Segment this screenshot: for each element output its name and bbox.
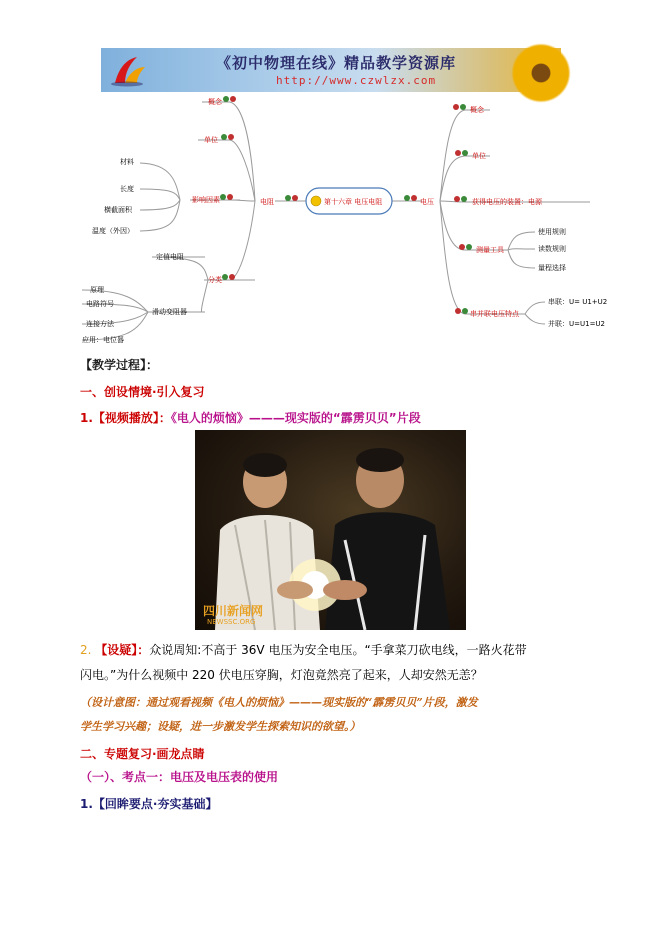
mindmap-fixed-resistor: 定值电阻 (156, 253, 184, 261)
mindmap-rheostat-connection: 连接方法 (86, 320, 114, 328)
video-prefix: 1.【视频播放】： (80, 411, 171, 425)
mindmap-factor-length: 长度 (120, 185, 134, 193)
question-line-1 (80, 641, 527, 658)
mindmap-branch-resistance: 电阻 (260, 198, 274, 206)
mindmap-right-feature: 串并联电压特点 (470, 310, 519, 318)
mindmap-left-concept: 概念 (208, 98, 222, 106)
mindmap-center: 第十六章 电压电阻 (324, 198, 383, 206)
video-title: 《电人的烦恼》———现实版的“霹雳贝贝”片段 (170, 411, 421, 425)
mindmap-factor-area: 横截面积 (104, 206, 132, 214)
photo-watermark: 四川新闻网 (203, 604, 264, 618)
mindmap-rheostat: 滑动变阻器 (152, 308, 187, 316)
mindmap-feature-parallel: 并联：U=U1=U2 (548, 320, 606, 328)
mindmap-right-tool: 测量工具 (476, 246, 504, 254)
video-still-photo (195, 430, 466, 630)
mindmap-factor-temperature: 温度（外因） (92, 227, 134, 235)
header-banner (101, 48, 561, 92)
design-intent-1: （设计意图：通过观看视频《电人的烦恼》———现实版的“霹雳贝贝”片段，激发 (80, 696, 478, 709)
mindmap-rheostat-symbol: 电路符号 (86, 300, 114, 308)
mindmap-right-concept: 概念 (470, 106, 484, 114)
mindmap-rheostat-principle: 原理 (90, 286, 104, 294)
question-text-2: 闪电。”为什么视频中 220 伏电压穿胸，灯泡竟然亮了起来，人却安然无恙？ (80, 668, 483, 682)
section-2-heading: 二、专题复习·画龙点睛 (80, 747, 205, 761)
mindmap-left-factors: 影响因素 (192, 196, 220, 204)
mindmap-feature-series: 串联：U= U1+U2 (548, 298, 608, 306)
question-text-1: 众说周知:不高于 36V 电压为安全电压。“手拿菜刀砍电线，一路火花带 (149, 643, 527, 657)
section-1-heading: 一、创设情境·引入复习 (80, 385, 205, 399)
mindmap-tool-reading: 读数规则 (538, 245, 566, 253)
photo-watermark-sub: NEWSSC.ORG (207, 618, 256, 626)
banner-url: http://www.czwlzx.com (276, 74, 437, 87)
question-label: 【设疑】： (95, 643, 150, 657)
design-intent-2: 学生学习兴趣；设疑，进一步激发学生探索知识的欲望。） (80, 720, 361, 733)
video-line (80, 409, 421, 426)
logo-icon (109, 53, 149, 87)
mindmap-factor-material: 材料 (120, 158, 134, 166)
photo-illustration (195, 430, 466, 630)
teaching-process-heading: 【教学过程】： (80, 358, 159, 372)
mindmap-right-source: 获得电压的装置：电源 (472, 198, 542, 206)
topic-1-heading: （一）、考点一：电压及电压表的使用 (80, 770, 279, 784)
review-heading: 1.【回眸要点·夯实基础】 (80, 797, 218, 811)
mind-map (80, 92, 608, 350)
mindmap-left-unit: 单位 (204, 136, 218, 144)
mindmap-tool-usage: 使用规则 (538, 228, 566, 236)
question-number: 2. (80, 643, 92, 657)
mindmap-rheostat-application: 应用：电位器 (82, 336, 124, 344)
mindmap-right-unit: 单位 (472, 152, 486, 160)
mindmap-branch-voltage: 电压 (420, 198, 434, 206)
mindmap-tool-range: 量程选择 (538, 264, 566, 272)
mindmap-left-classify: 分类 (208, 276, 222, 284)
banner-title: 《初中物理在线》精品教学资源库 (216, 54, 457, 72)
